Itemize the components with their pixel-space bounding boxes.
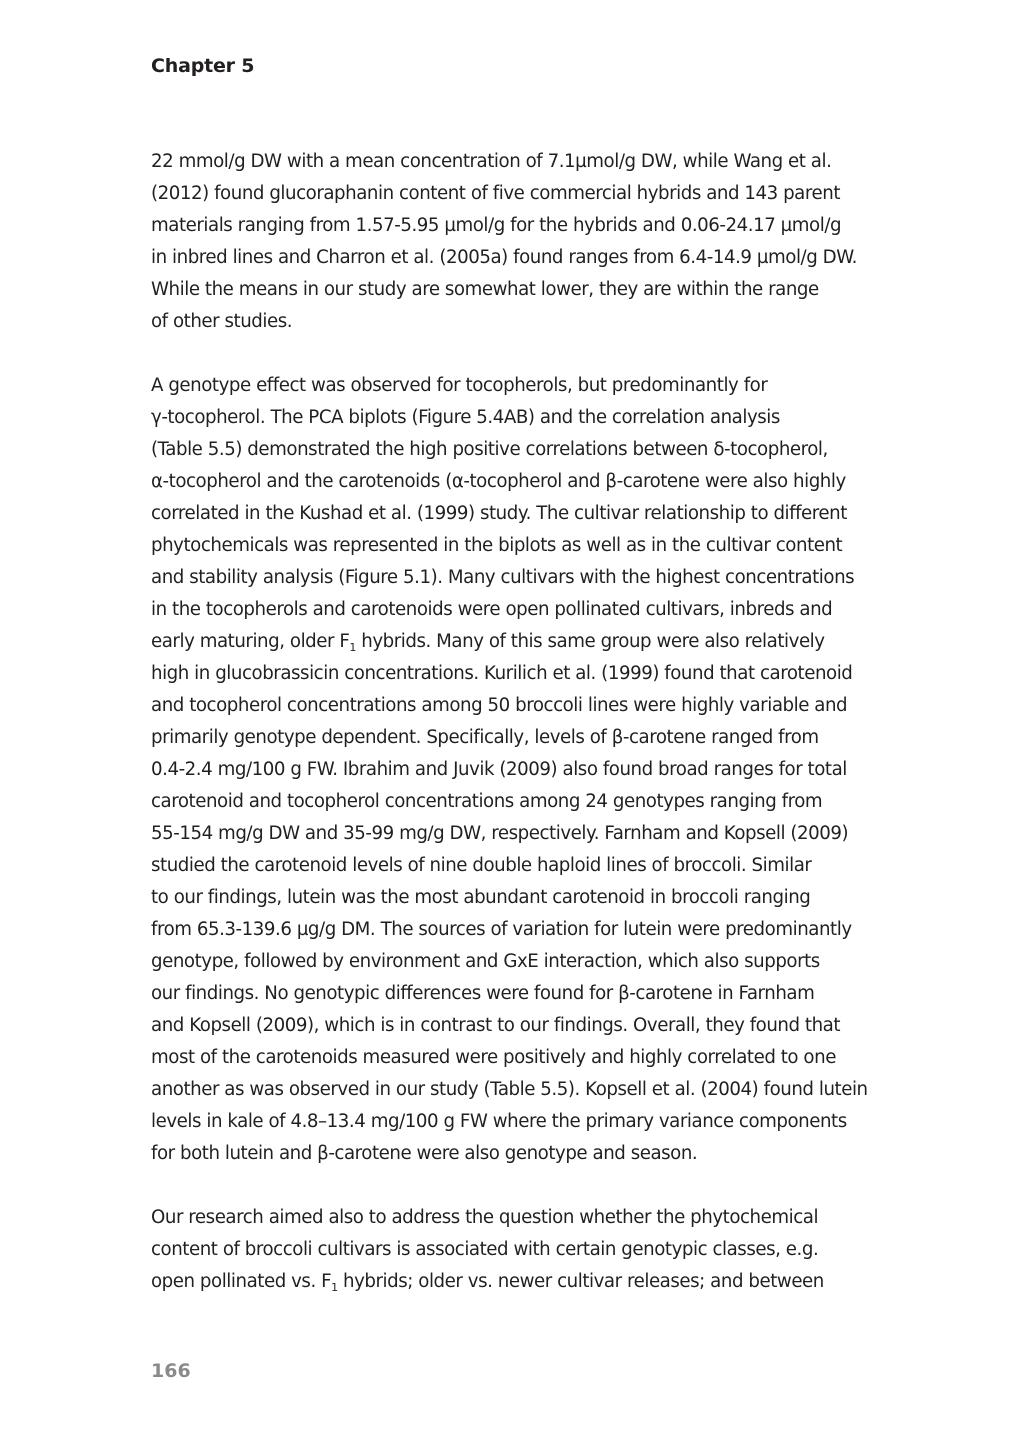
chapter-header: Chapter 5 [151,55,255,77]
text-line: in the tocopherols and carotenoids were open pollinated cultivars, inbreds and [151,599,833,620]
text-line: for both lutein and β-carotene were also genotype and season. [151,1143,698,1164]
text-line: from 65.3-139.6 µg/g DM. The sources of variation for lutein were predominantly [151,919,852,940]
text-line: (Table 5.5) demonstrated the high positive correlations between δ-tocopherol, [151,439,828,460]
text-line: and stability analysis (Figure 5.1). Many cultivars with the highest concentrations [151,567,855,588]
text-segment: early maturing, older F [151,631,350,652]
text-line: materials ranging from 1.57-5.95 µmol/g for the hybrids and 0.06-24.17 µmol/g [151,215,842,236]
text-line: Our research aimed also to address the question whether the phytochemical [151,1207,819,1228]
text-segment: hybrids. Many of this same group were also relatively [355,631,825,652]
text-line: levels in kale of 4.8–13.4 mg/100 g FW where the primary variance components [151,1111,847,1132]
text-line: correlated in the Kushad et al. (1999) study. The cultivar relationship to different [151,503,847,524]
text-line: (2012) found glucoraphanin content of five commercial hybrids and 143 parent [151,183,841,204]
text-line: phytochemicals was represented in the biplots as well as in the cultivar content [151,535,843,556]
text-segment: hybrids; older vs. newer cultivar releases; and between [337,1271,824,1292]
text-segment: open pollinated vs. F [151,1271,332,1292]
text-line: to our findings, lutein was the most abundant carotenoid in broccoli ranging [151,887,811,908]
text-line: high in glucobrassicin concentrations. Kurilich et al. (1999) found that carotenoid [151,663,853,684]
text-line: most of the carotenoids measured were positively and highly correlated to one [151,1047,836,1068]
text-line: another as was observed in our study (Table 5.5). Kopsell et al. (2004) found lutein [151,1079,868,1100]
text-line: in inbred lines and Charron et al. (2005a) found ranges from 6.4-14.9 µmol/g DW. [151,247,857,268]
paragraph-3 [151,1202,873,1298]
text-line: α-tocopherol and the carotenoids (α-tocopherol and β-carotene were also highly [151,471,846,492]
paragraph-1 [151,146,873,338]
text-line: of other studies. [151,311,293,332]
text-line-with-subscript [151,626,873,658]
text-line-with-subscript [151,1266,873,1298]
text-line: our findings. No genotypic differences were found for β-carotene in Farnham [151,983,815,1004]
text-line: primarily genotype dependent. Specifically, levels of β-carotene ranged from [151,727,819,748]
paragraph-gap [151,1170,873,1202]
text-line: genotype, followed by environment and GxE interaction, which also supports [151,951,820,972]
subscript: 1 [331,1281,338,1294]
text-line: 55-154 mg/g DW and 35-99 mg/g DW, respectively. Farnham and Kopsell (2009) [151,823,849,844]
text-line: 22 mmol/g DW with a mean concentration of 7.1µmol/g DW, while Wang et al. [151,151,832,172]
text-line: A genotype effect was observed for tocopherols, but predominantly for [151,375,768,396]
page-number: 166 [151,1360,191,1382]
subscript: 1 [349,641,356,654]
body-text [151,146,873,1298]
text-line: and tocopherol concentrations among 50 broccoli lines were highly variable and [151,695,848,716]
text-line: and Kopsell (2009), which is in contrast to our findings. Overall, they found that [151,1015,841,1036]
text-line: carotenoid and tocopherol concentrations among 24 genotypes ranging from [151,791,823,812]
text-line: content of broccoli cultivars is associated with certain genotypic classes, e.g. [151,1239,819,1260]
text-line: studied the carotenoid levels of nine double haploid lines of broccoli. Similar [151,855,812,876]
text-line: γ-tocopherol. The PCA biplots (Figure 5.4AB) and the correlation analysis [151,407,780,428]
text-line: 0.4-2.4 mg/100 g FW. Ibrahim and Juvik (2009) also found broad ranges for total [151,759,847,780]
paragraph-2 [151,370,873,1170]
paragraph-gap [151,338,873,370]
text-line: While the means in our study are somewhat lower, they are within the range [151,279,819,300]
